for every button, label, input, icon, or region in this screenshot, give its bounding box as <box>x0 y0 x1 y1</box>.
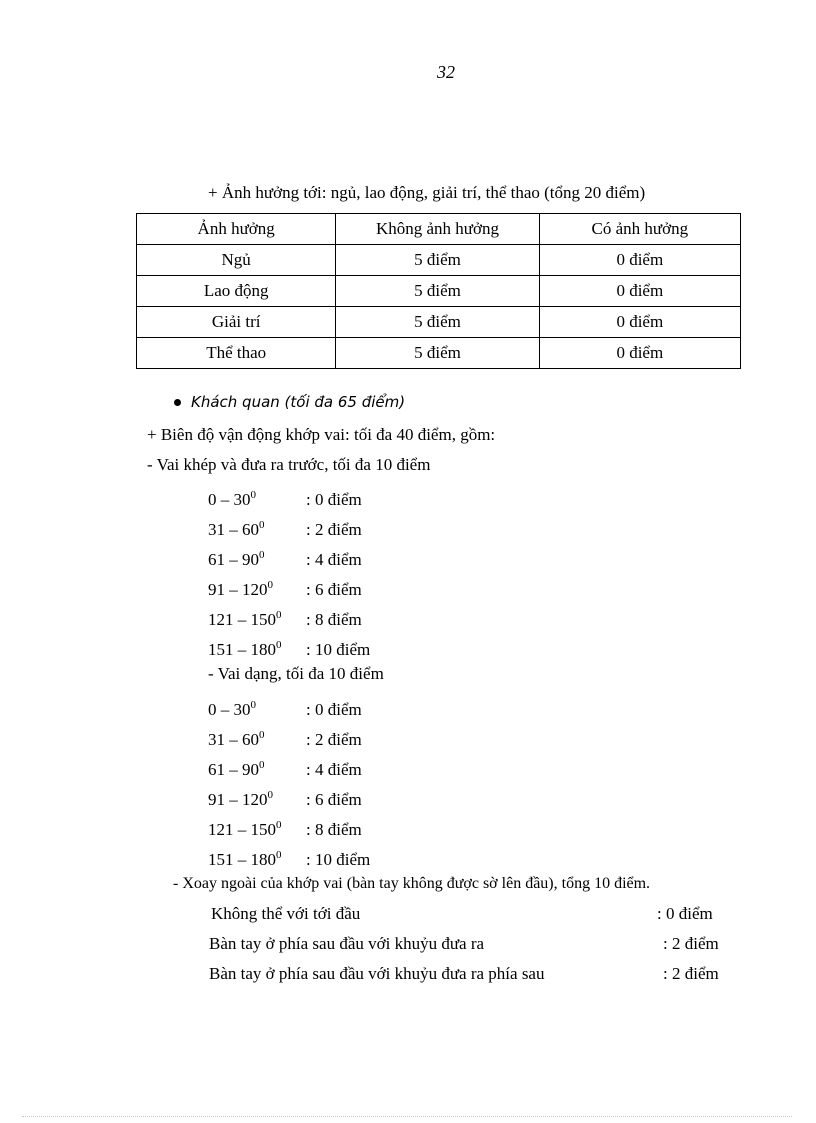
external-rotation-heading: - Xoay ngoài của khớp vai (bàn tay không được sờ lên đầu), tổng 10 điểm. <box>173 875 651 892</box>
table-header-row <box>137 214 741 245</box>
list-item: $61 - 90^0$ : 4 điểm <box>208 549 362 569</box>
table-cell: 0 điểm <box>539 307 740 338</box>
adduction-list <box>208 480 370 660</box>
table-cell: 5 điểm <box>336 276 539 307</box>
list-item: $0 - 30^0$ : 0 điểm <box>208 489 362 509</box>
table-row <box>137 276 741 307</box>
list-item: $31 - 60^0$ : 2 điểm <box>208 729 362 749</box>
list-item: $151 - 180^0$ : 10 điểm <box>208 639 371 659</box>
list-item: $31 - 60^0$ : 2 điểm <box>208 519 362 539</box>
adduction-heading: - Vai khép và đưa ra trước, tối đa 10 điểm <box>147 455 431 474</box>
table-row <box>137 245 741 276</box>
objective-label: Khách quan (tối đa 65 điểm) <box>191 393 406 411</box>
impact-table <box>136 213 741 369</box>
list-item: Bàn tay ở phía sau đầu với khuỷu đưa ra phía sau : 2 điểm <box>209 964 719 983</box>
table-cell: 0 điểm <box>539 245 740 276</box>
page-number: 32 <box>437 62 455 82</box>
list-item: $151 - 180^0$ : 10 điểm <box>208 849 371 869</box>
table-cell: 5 điểm <box>336 307 539 338</box>
abduction-heading: - Vai dạng, tối đa 10 điểm <box>208 664 384 683</box>
table-cell: 5 điểm <box>336 338 539 369</box>
objective-heading <box>174 393 405 411</box>
list-item: $0 - 30^0$ : 0 điểm <box>208 699 362 719</box>
list-item: $91 - 120^0$ : 6 điểm <box>208 579 362 599</box>
list-item: $121 - 150^0$ : 8 điểm <box>208 819 362 839</box>
list-item: Bàn tay ở phía sau đầu với khuỷu đưa ra : 2 điểm <box>209 934 719 953</box>
page-bottom-divider <box>22 1116 792 1117</box>
list-item: $91 - 120^0$ : 6 điểm <box>208 789 362 809</box>
list-item: $121 - 150^0$ : 8 điểm <box>208 609 362 629</box>
table-cell: 0 điểm <box>539 338 740 369</box>
list-item: $61 - 90^0$ : 4 điểm <box>208 759 362 779</box>
list-item: Không thể với tới đầu : 0 điểm <box>211 904 713 923</box>
table-header: Ảnh hưởng <box>137 214 336 245</box>
table-cell: Giải trí <box>137 307 336 338</box>
abduction-list <box>208 690 370 870</box>
table-cell: Lao động <box>137 276 336 307</box>
table-cell: Ngủ <box>137 245 336 276</box>
range-of-motion-heading: + Biên độ vận động khớp vai: tối đa 40 điểm, gồm: <box>147 425 496 444</box>
bullet-icon <box>174 399 181 406</box>
impact-intro: + Ảnh hưởng tới: ngủ, lao động, giải trí, thể thao (tổng 20 điểm) <box>208 183 646 202</box>
table-cell: 0 điểm <box>539 276 740 307</box>
table-cell: 5 điểm <box>336 245 539 276</box>
table-header: Có ảnh hưởng <box>539 214 740 245</box>
table-header: Không ảnh hưởng <box>336 214 539 245</box>
table-row <box>137 338 741 369</box>
table-cell: Thể thao <box>137 338 336 369</box>
table-row <box>137 307 741 338</box>
